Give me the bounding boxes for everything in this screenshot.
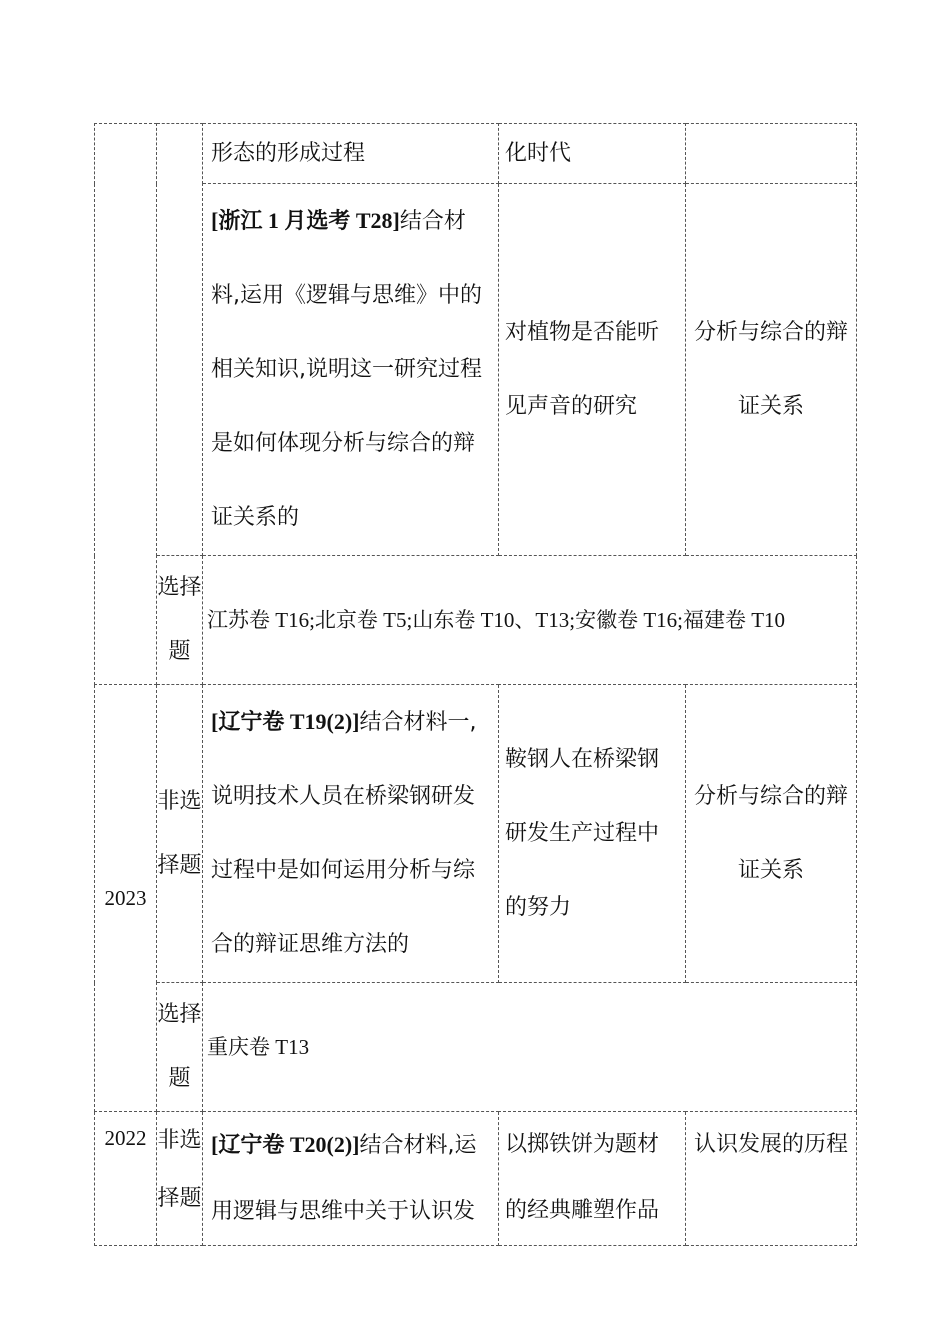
question-text: 形态的形成过程 bbox=[211, 140, 366, 166]
year-cell bbox=[95, 685, 157, 1112]
papers-cell bbox=[203, 983, 857, 1112]
material-text: 以掷铁饼为题材的经典雕塑作品 bbox=[505, 1132, 660, 1223]
question-text: 结合材料,运用《逻辑与思维》中的相关知识,说明这一研究过程是如何体现分析与综合的辩证关系的 bbox=[211, 209, 482, 530]
table-row bbox=[95, 124, 857, 184]
material-cell bbox=[499, 124, 686, 184]
question-type-cell bbox=[157, 556, 203, 685]
question-type-text: 非选择题 bbox=[157, 1128, 202, 1211]
papers-cell bbox=[203, 556, 857, 685]
material-cell bbox=[499, 1112, 686, 1246]
knowledge-cell bbox=[686, 1112, 857, 1246]
question-type-text: 非选择题 bbox=[157, 788, 202, 878]
question-source: [浙江 1 月选考 T28] bbox=[211, 208, 400, 233]
question-cell bbox=[203, 124, 499, 184]
question-cell bbox=[203, 184, 499, 556]
knowledge-cell bbox=[686, 685, 857, 983]
table-row bbox=[95, 983, 857, 1112]
year-cell bbox=[95, 1112, 157, 1246]
material-text: 鞍钢人在桥梁钢研发生产过程中的努力 bbox=[505, 746, 660, 920]
knowledge-cell bbox=[686, 184, 857, 556]
knowledge-text: 认识发展的历程 bbox=[693, 1132, 848, 1157]
table-row bbox=[95, 556, 857, 685]
knowledge-cell bbox=[686, 124, 857, 184]
year-text: 2022 bbox=[104, 1126, 147, 1150]
knowledge-text: 分析与综合的辩证关系 bbox=[693, 783, 848, 883]
question-cell bbox=[203, 685, 499, 983]
question-source: [辽宁卷 T20(2)] bbox=[211, 1132, 360, 1157]
type-cell-empty bbox=[157, 124, 203, 556]
knowledge-text: 分析与综合的辩证关系 bbox=[693, 319, 848, 419]
table-row bbox=[95, 685, 857, 983]
year-cell-empty bbox=[95, 124, 157, 685]
question-source: [辽宁卷 T19(2)] bbox=[211, 709, 360, 734]
material-cell bbox=[499, 184, 686, 556]
question-text: 结合材料,运用逻辑与思维中关于认识发 bbox=[211, 1133, 477, 1224]
question-type-text: 选择题 bbox=[157, 1002, 202, 1091]
papers-text: 江苏卷 T16;北京卷 T5;山东卷 T10、T13;安徽卷 T16;福建卷 T10 bbox=[207, 608, 786, 632]
question-text: 结合材料一,说明技术人员在桥梁钢研发过程中是如何运用分析与综合的辩证思维方法的 bbox=[211, 710, 477, 957]
question-type-cell bbox=[157, 685, 203, 983]
question-type-cell bbox=[157, 1112, 203, 1246]
material-cell bbox=[499, 685, 686, 983]
table-row bbox=[95, 184, 857, 556]
question-type-cell bbox=[157, 983, 203, 1112]
year-text: 2023 bbox=[104, 886, 147, 910]
question-type-text: 选择题 bbox=[157, 575, 202, 664]
exam-analysis-table bbox=[94, 123, 857, 1246]
material-text: 对植物是否能听见声音的研究 bbox=[505, 319, 660, 419]
papers-text: 重庆卷 T13 bbox=[207, 1035, 310, 1059]
question-cell bbox=[203, 1112, 499, 1246]
material-text: 化时代 bbox=[505, 140, 572, 166]
table-row bbox=[95, 1112, 857, 1246]
